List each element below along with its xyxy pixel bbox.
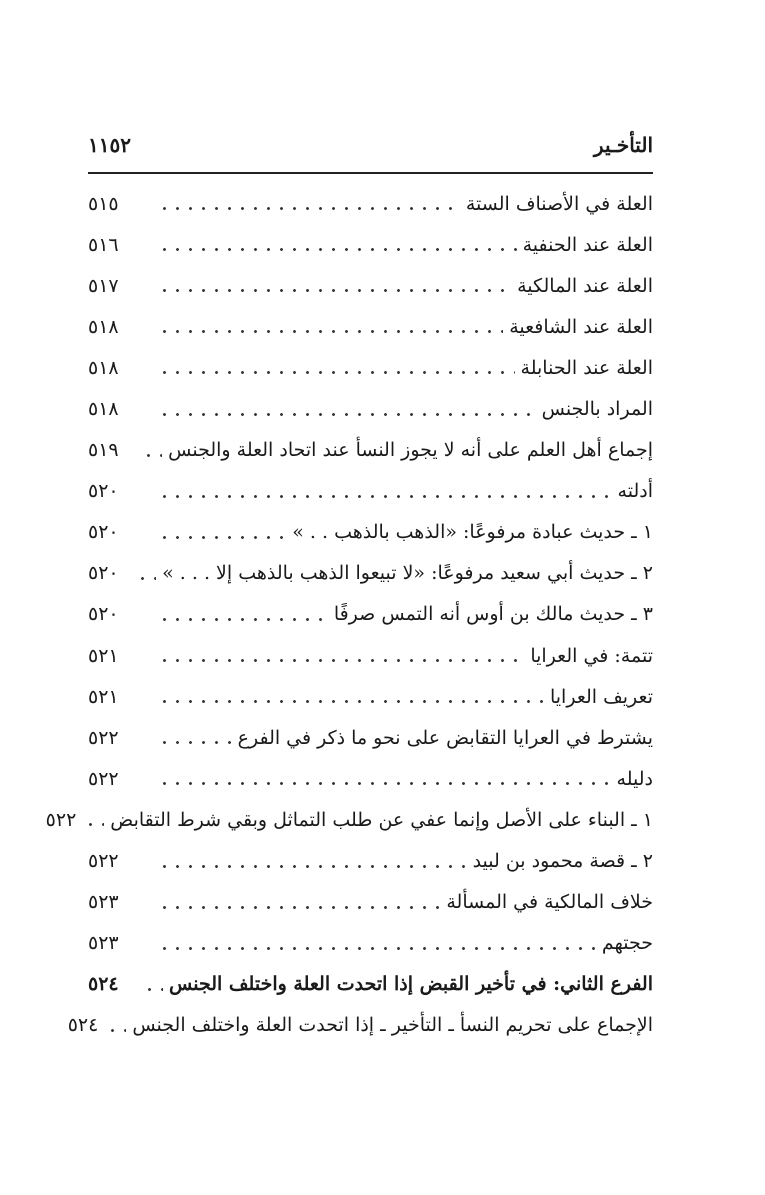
toc-entry <box>88 306 653 347</box>
dot-leader <box>158 700 544 703</box>
toc-entry <box>88 388 653 429</box>
toc-entry-title: المراد بالجنس <box>541 398 653 421</box>
toc-entry <box>88 676 653 717</box>
dot-leader <box>158 741 232 744</box>
page-number: ١١٥٢ <box>88 133 131 157</box>
dot-leader <box>158 495 612 498</box>
toc-entry-page: ٥٢٠ <box>88 603 119 626</box>
toc-entry-title: ٢ ـ قصة محمود بن لبيد <box>472 850 653 873</box>
dot-leader <box>158 906 440 909</box>
dot-leader <box>158 289 511 292</box>
toc-entry-title: العلة عند المالكية <box>517 274 653 297</box>
dot-leader <box>84 823 104 826</box>
dot-leader <box>158 659 524 662</box>
toc-entry-page: ٥٢٢ <box>88 767 119 790</box>
toc-entry-title: خلاف المالكية في المسألة <box>446 891 653 914</box>
dot-leader <box>158 782 611 785</box>
toc-entry-page: ٥١٥ <box>88 192 119 215</box>
toc-entry-title: ٣ ـ حديث مالك بن أوس أنه التمس صرفًا <box>333 603 653 626</box>
toc-entry-title: الفرع الثاني: في تأخير القبض إذا اتحدت العلة واختلف الجنس <box>168 973 653 996</box>
toc-entry <box>88 265 653 306</box>
toc-entry <box>88 758 653 799</box>
toc-entry-page: ٥٢٠ <box>88 562 119 585</box>
toc-entry-title: العلة في الأصناف الستة <box>465 192 653 215</box>
toc-entry-section-heading <box>88 964 653 1005</box>
toc-entry-title: الإجماع على تحريم النسأ ـ التأخير ـ إذا اتحدت العلة واختلف الجنس <box>132 1014 653 1037</box>
toc-entry-title: العلة عند الحنابلة <box>520 356 653 379</box>
toc-entry-title: ١ ـ البناء على الأصل وإنما عفي عن طلب التماثل وبقي شرط التقابض <box>110 808 653 831</box>
toc-entry <box>88 224 653 265</box>
toc-entry-page: ٥١٨ <box>88 356 119 379</box>
running-title: التأخـير <box>593 133 653 157</box>
dot-leader <box>158 330 503 333</box>
toc-entry-title: يشترط في العرايا التقابض على نحو ما ذكر في الفرع <box>237 726 653 749</box>
dot-leader <box>158 618 328 621</box>
dot-leader <box>158 947 596 950</box>
toc-entry-page: ٥٢٤ <box>88 973 119 996</box>
running-header <box>88 128 653 162</box>
toc-entry <box>88 183 653 224</box>
toc-entry-title: ١ ـ حديث عبادة مرفوعًا: «الذهب بالذهب . . » <box>292 521 653 544</box>
toc-entry-page: ٥٢١ <box>88 685 119 708</box>
toc-entry-title: العلة عند الحنفية <box>522 233 653 256</box>
dot-leader <box>158 371 515 374</box>
toc-entry <box>88 635 653 676</box>
toc-entry <box>88 512 653 553</box>
header-rule <box>88 172 653 174</box>
dot-leader <box>158 413 536 416</box>
toc-entry <box>88 923 653 964</box>
toc-entry <box>88 553 653 594</box>
dot-leader <box>106 1029 126 1032</box>
toc-entry-page: ٥٢٠ <box>88 521 119 544</box>
toc-entry-page: ٥٢٢ <box>88 850 119 873</box>
dot-leader <box>158 207 460 210</box>
toc-entry-page: ٥٢٢ <box>88 726 119 749</box>
toc-entry-page: ٥١٨ <box>88 398 119 421</box>
dot-leader <box>143 988 163 991</box>
toc-entry <box>88 347 653 388</box>
toc-entry-title: العلة عند الشافعية <box>509 315 653 338</box>
dot-leader <box>158 536 286 539</box>
toc-entry-page: ٥٢٢ <box>45 808 77 831</box>
toc-entry-title: إجماع أهل العلم على أنه لا يجوز النسأ عند اتحاد العلة والجنس <box>168 439 653 462</box>
dot-leader <box>158 865 467 868</box>
toc-entry-page: ٥٢٠ <box>88 480 119 503</box>
toc-entry-title: حجتهم <box>601 932 653 955</box>
toc-entry-page: ٥١٨ <box>88 315 119 338</box>
toc-entry-page: ٥١٦ <box>88 233 119 256</box>
toc-entry-page: ٥١٧ <box>88 274 119 297</box>
toc-entry <box>88 594 653 635</box>
dot-leader <box>136 577 156 580</box>
table-of-contents <box>45 183 653 1046</box>
toc-entry-page: ٥٢١ <box>88 644 119 667</box>
toc-entry-title: دليله <box>616 767 653 790</box>
toc-entry <box>88 471 653 512</box>
toc-entry-page: ٥٢٣ <box>88 891 119 914</box>
toc-entry <box>88 717 653 758</box>
toc-entry <box>88 430 653 471</box>
toc-entry-page: ٥١٩ <box>88 439 119 462</box>
toc-entry-title: تعريف العرايا <box>549 685 653 708</box>
toc-entry-title: أدلته <box>617 480 653 503</box>
toc-entry <box>67 1005 653 1046</box>
toc-entry <box>88 841 653 882</box>
toc-entry-page: ٥٢٤ <box>67 1014 99 1037</box>
toc-entry-title: تتمة: في العرايا <box>530 644 653 667</box>
toc-entry-page: ٥٢٣ <box>88 932 119 955</box>
toc-entry <box>45 799 653 840</box>
toc-entry <box>88 882 653 923</box>
dot-leader <box>158 248 517 251</box>
dot-leader <box>142 454 162 457</box>
toc-entry-title: ٢ ـ حديث أبي سعيد مرفوعًا: «لا تبيعوا الذهب بالذهب إلا . . . » <box>162 562 653 585</box>
